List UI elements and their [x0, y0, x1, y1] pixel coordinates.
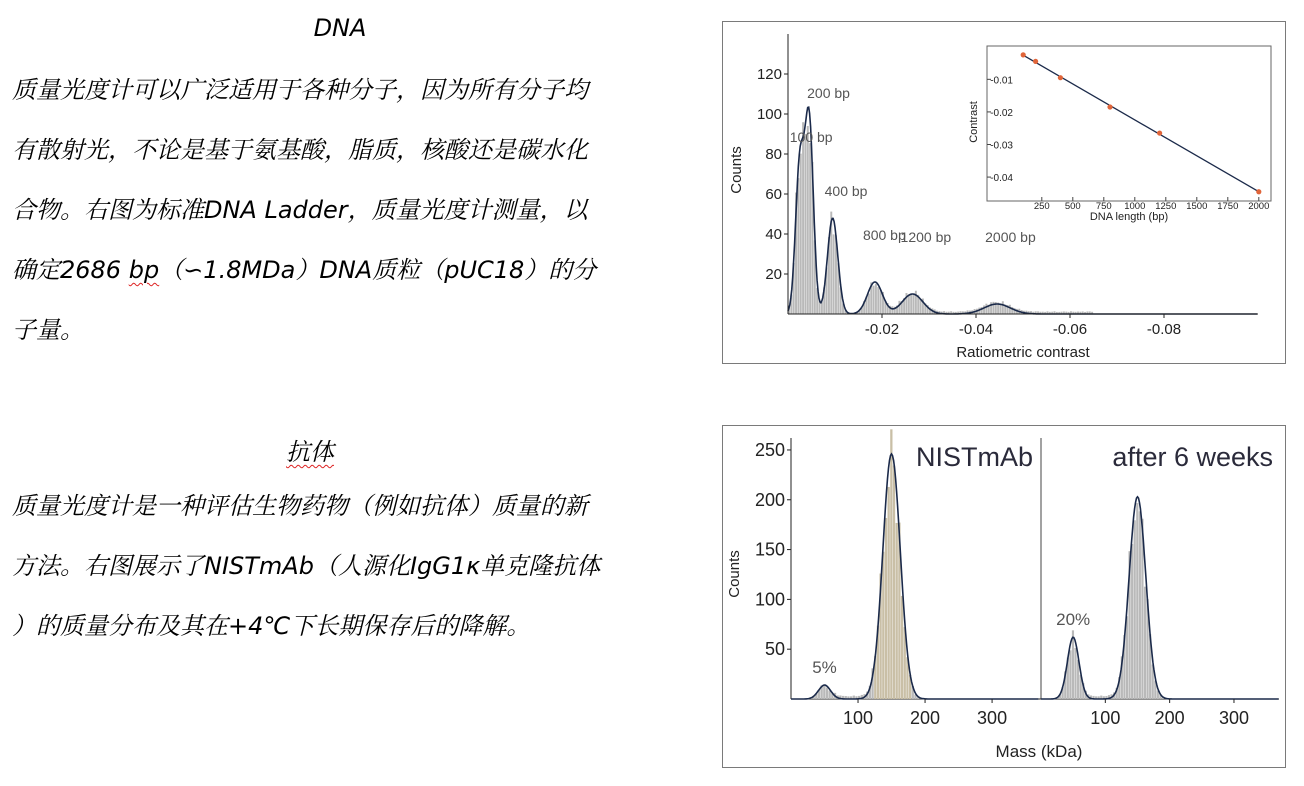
- dna-line-5: 子量。: [12, 316, 84, 344]
- mass-histogram-bar: [1134, 520, 1136, 699]
- inset-y-tick-label: -0.01: [990, 75, 1013, 87]
- inset-x-tick-label: 1500: [1186, 201, 1208, 212]
- inset-data-point: [1033, 59, 1038, 64]
- dna-line-2: 有散射光，不论是基于氨基酸，脂质，核酸还是碳水化: [12, 136, 588, 164]
- dna-histogram-bar: [804, 134, 806, 314]
- antibody-line-1: 质量光度计是一种评估生物药物（例如抗体）质量的新: [12, 492, 588, 520]
- inset-data-point: [1058, 75, 1063, 80]
- mass-y-tick-label: 100: [754, 589, 785, 610]
- dna-y-tick-label: 20: [765, 266, 782, 283]
- mass-histogram-bar: [896, 523, 898, 699]
- inset-x-tick-label: 750: [1095, 201, 1112, 212]
- dna-ladder-chart: [723, 22, 1285, 363]
- dna-peak-label: 100 bp: [789, 129, 833, 145]
- dna-histogram-bar: [809, 143, 811, 314]
- inset-y-tick-label: -0.02: [990, 107, 1013, 119]
- inset-data-point: [1021, 52, 1026, 57]
- mass-histogram-bar: [882, 552, 884, 699]
- nistmab-figure: [722, 425, 1286, 768]
- dna-y-axis-label: Counts: [728, 146, 745, 194]
- mass-x-axis-label: Mass (kDa): [995, 742, 1083, 761]
- inset-x-tick-label: 500: [1064, 201, 1081, 212]
- dna-heading: DNA: [313, 14, 367, 42]
- dna-line-3: 合物。右图为标准DNA Ladder，质量光度计测量，以: [12, 196, 588, 224]
- peak-percent-label: 5%: [812, 658, 837, 678]
- mass-histogram-bar: [1144, 587, 1146, 699]
- dna-histogram-bar: [880, 290, 882, 314]
- mass-histogram-bar: [1131, 544, 1133, 699]
- mass-histogram-bar: [888, 487, 890, 699]
- inset-x-tick-label: 1000: [1124, 201, 1146, 212]
- dna-y-tick-label: 120: [756, 66, 782, 83]
- dna-calibration-inset: [968, 46, 1271, 223]
- dna-histogram-bar: [833, 234, 835, 314]
- mass-histogram-bar: [829, 691, 831, 699]
- inset-data-point: [1157, 130, 1162, 135]
- antibody-heading: 抗体: [286, 438, 334, 466]
- dna-histogram-bar: [1002, 301, 1004, 314]
- panel-title: after 6 weeks: [1112, 442, 1273, 472]
- inset-data-point: [1107, 104, 1112, 109]
- antibody-paragraph: [12, 476, 600, 656]
- dna-x-tick-label: -0.02: [864, 321, 900, 338]
- dna-histogram-bar: [877, 287, 879, 314]
- dna-histogram-bar: [802, 122, 804, 314]
- mass-histogram-bar: [890, 429, 892, 699]
- mass-x-tick-label: 200: [1154, 708, 1185, 728]
- mass-histogram-bar: [901, 596, 903, 699]
- mass-y-tick-label: 50: [764, 639, 785, 660]
- mass-y-tick-label: 200: [754, 489, 785, 510]
- dna-histogram-bar: [1009, 305, 1011, 314]
- dna-peak-label: 1200 bp: [900, 229, 952, 245]
- inset-data-point: [1256, 189, 1261, 194]
- dna-line-1: 质量光度计可以广泛适用于各种分子，因为所有分子均: [12, 76, 588, 104]
- inset-x-tick-label: 2000: [1248, 201, 1270, 212]
- dna-y-tick-label: 80: [765, 146, 782, 163]
- peak-percent-label: 20%: [1056, 610, 1091, 630]
- dna-peak-label: 2000 bp: [985, 229, 1036, 245]
- inset-x-axis-label: DNA length (bp): [1089, 211, 1169, 223]
- dna-y-tick-label: 100: [756, 106, 782, 123]
- dna-histogram-bar: [891, 306, 893, 314]
- dna-histogram-bar: [908, 294, 910, 314]
- nistmab-chart: [723, 426, 1285, 767]
- mass-x-tick-label: 300: [1218, 708, 1249, 728]
- dna-peak-label: 800 bp: [862, 227, 906, 243]
- dna-histogram-bar: [985, 304, 987, 314]
- mass-histogram-bar: [1074, 648, 1076, 699]
- dna-ladder-figure: [722, 21, 1286, 364]
- dna-y-tick-label: 40: [765, 226, 782, 243]
- inset-x-tick-label: 1250: [1155, 201, 1177, 212]
- mass-histogram-bar: [1126, 616, 1128, 699]
- dna-line-4a: 确定2686: [12, 256, 129, 284]
- mass-histogram-bar: [1069, 650, 1071, 699]
- dna-paragraph: [12, 60, 596, 360]
- mass-histogram-bar: [1136, 503, 1138, 699]
- mass-y-tick-label: 250: [754, 439, 785, 460]
- mass-histogram-bar: [823, 686, 825, 699]
- dna-histogram-bar: [898, 301, 900, 314]
- mass-x-tick-label: 100: [1090, 708, 1121, 728]
- dna-y-tick-label: 60: [765, 186, 782, 203]
- dna-line-4-bp: bp: [128, 256, 160, 284]
- mass-histogram-bar: [1139, 511, 1141, 699]
- panel-title: NISTmAb: [915, 442, 1033, 472]
- dna-peak-label: 200 bp: [807, 85, 850, 101]
- dna-histogram-bar: [800, 154, 802, 314]
- mass-y-tick-label: 150: [754, 539, 785, 560]
- dna-histogram-bar: [873, 286, 875, 314]
- dna-histogram-bar: [797, 178, 799, 314]
- dna-histogram-bar: [913, 294, 915, 314]
- inset-y-axis-label: Contrast: [968, 101, 980, 143]
- mass-histogram-bar: [1072, 630, 1074, 699]
- dna-line-4b: （∽1.8MDa）DNA质粒（pUC18）的分: [159, 256, 597, 284]
- dna-line-4: [12, 240, 596, 300]
- dna-histogram-bar: [807, 126, 809, 314]
- antibody-line-3: ）的质量分布及其在+4℃下长期保存后的降解。: [12, 612, 531, 640]
- dna-histogram-bar: [910, 294, 912, 314]
- inset-y-tick-label: -0.04: [990, 173, 1013, 185]
- dna-histogram-bar: [875, 284, 877, 314]
- dna-x-tick-label: -0.08: [1146, 321, 1182, 338]
- inset-x-tick-label: 1750: [1217, 201, 1239, 212]
- mass-y-axis-label: Counts: [726, 550, 743, 598]
- dna-x-tick-label: -0.06: [1052, 321, 1088, 338]
- mass-histogram-bar: [826, 688, 828, 699]
- dna-histogram-bar: [920, 299, 922, 314]
- mass-histogram-bar: [893, 465, 895, 699]
- mass-x-tick-label: 300: [977, 708, 1008, 728]
- inset-x-tick-label: 250: [1033, 201, 1050, 212]
- dna-histogram-bar: [868, 294, 870, 314]
- inset-y-tick-label: -0.03: [990, 140, 1013, 152]
- dna-x-axis-label: Ratiometric contrast: [956, 344, 1090, 361]
- dna-x-tick-label: -0.04: [958, 321, 994, 338]
- dna-peak-label: 400 bp: [824, 183, 868, 199]
- mass-x-tick-label: 200: [910, 708, 941, 728]
- antibody-line-2: 方法。右图展示了NISTmAb（人源化IgG1κ单克隆抗体: [12, 552, 601, 580]
- mass-x-tick-label: 100: [843, 708, 874, 728]
- mass-histogram-bar: [885, 518, 887, 699]
